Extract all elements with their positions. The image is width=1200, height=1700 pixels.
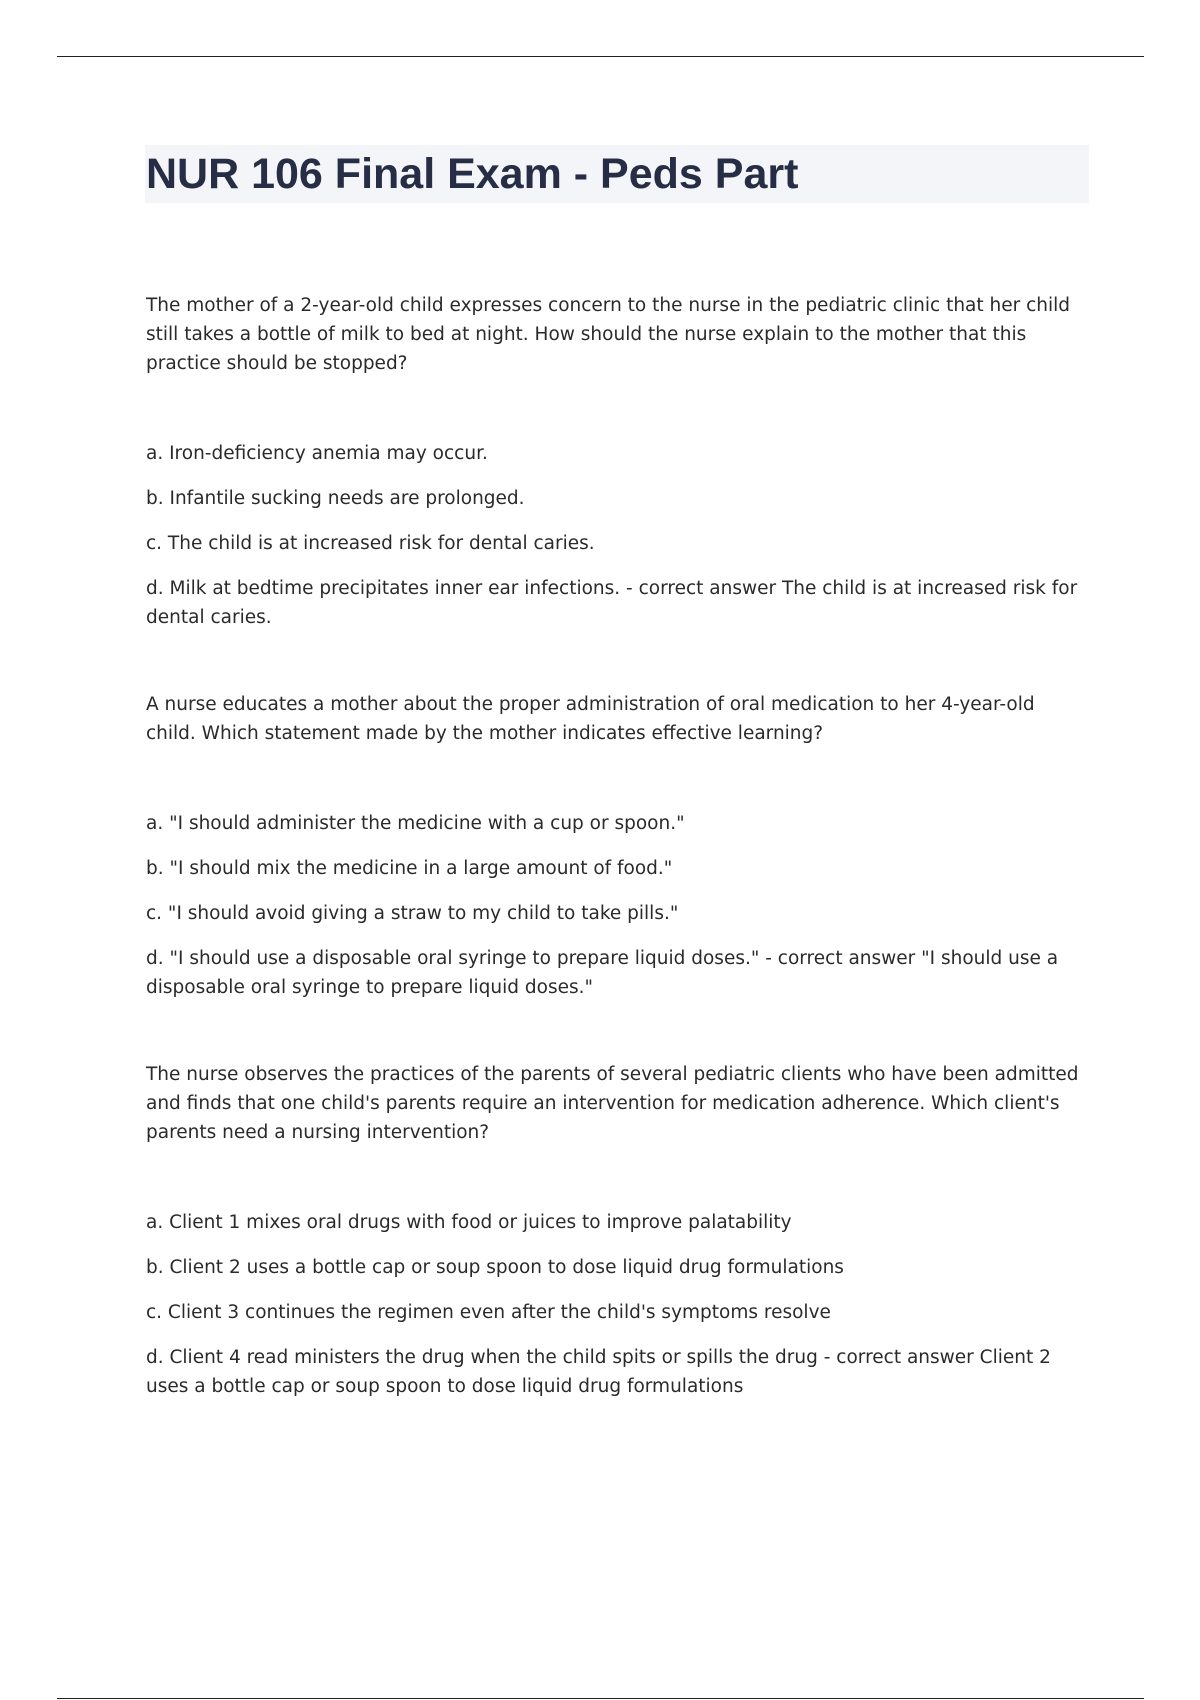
answer-options bbox=[146, 439, 1086, 632]
top-rule bbox=[57, 56, 1144, 57]
answer-option-b: b. Client 2 uses a bottle cap or soup spoon to dose liquid drug formulations bbox=[146, 1257, 844, 1278]
question-spacer bbox=[146, 1002, 1086, 1060]
question-spacer bbox=[146, 632, 1086, 690]
question-prompt: The nurse observes the practices of the parents of several pediatric clients who have been admitted and finds that one child's parents require an intervention for medication adherence. Which client's parents need a nursing intervention? bbox=[146, 1064, 1079, 1143]
question-prompt: The mother of a 2-year-old child expresses concern to the nurse in the pediatric clinic that her child still takes a bottle of milk to bed at night. How should the nurse explain to the mother that this practice should be stopped? bbox=[146, 295, 1071, 374]
answer-option-a: a. "I should administer the medicine with a cup or spoon." bbox=[146, 813, 685, 834]
document-title: NUR 106 Final Exam - Peds Part bbox=[146, 150, 799, 198]
answer-option-a: a. Iron-deficiency anemia may occur. bbox=[146, 443, 488, 464]
answer-option-b: b. "I should mix the medicine in a large amount of food." bbox=[146, 858, 673, 879]
answer-option-d: d. Client 4 read ministers the drug when the child spits or spills the drug - correct answer Client 2 uses a bottle cap or soup spoon to dose liquid drug formulations bbox=[146, 1347, 1051, 1397]
question-2 bbox=[146, 690, 1086, 1002]
answer-option-c: c. Client 3 continues the regimen even after the child's symptoms resolve bbox=[146, 1302, 831, 1323]
answer-option-c: c. The child is at increased risk for dental caries. bbox=[146, 533, 595, 554]
answer-option-d: d. "I should use a disposable oral syringe to prepare liquid doses." - correct answer "I should use a disposable oral syringe to prepare liquid doses." bbox=[146, 948, 1059, 998]
answer-option-d: d. Milk at bedtime precipitates inner ear infections. - correct answer The child is at increased risk for dental caries. bbox=[146, 578, 1078, 628]
bottom-rule bbox=[57, 1698, 1144, 1699]
answer-options bbox=[146, 1208, 1086, 1401]
answer-option-a: a. Client 1 mixes oral drugs with food or juices to improve palatability bbox=[146, 1212, 792, 1233]
question-prompt: A nurse educates a mother about the proper administration of oral medication to her 4-year-old child. Which statement made by the mother indicates effective learning? bbox=[146, 694, 1035, 744]
document-body bbox=[146, 291, 1086, 1401]
answer-option-b: b. Infantile sucking needs are prolonged. bbox=[146, 488, 525, 509]
answer-option-c: c. "I should avoid giving a straw to my child to take pills." bbox=[146, 903, 679, 924]
question-3 bbox=[146, 1060, 1086, 1401]
answer-options bbox=[146, 809, 1086, 1002]
question-1 bbox=[146, 291, 1086, 632]
